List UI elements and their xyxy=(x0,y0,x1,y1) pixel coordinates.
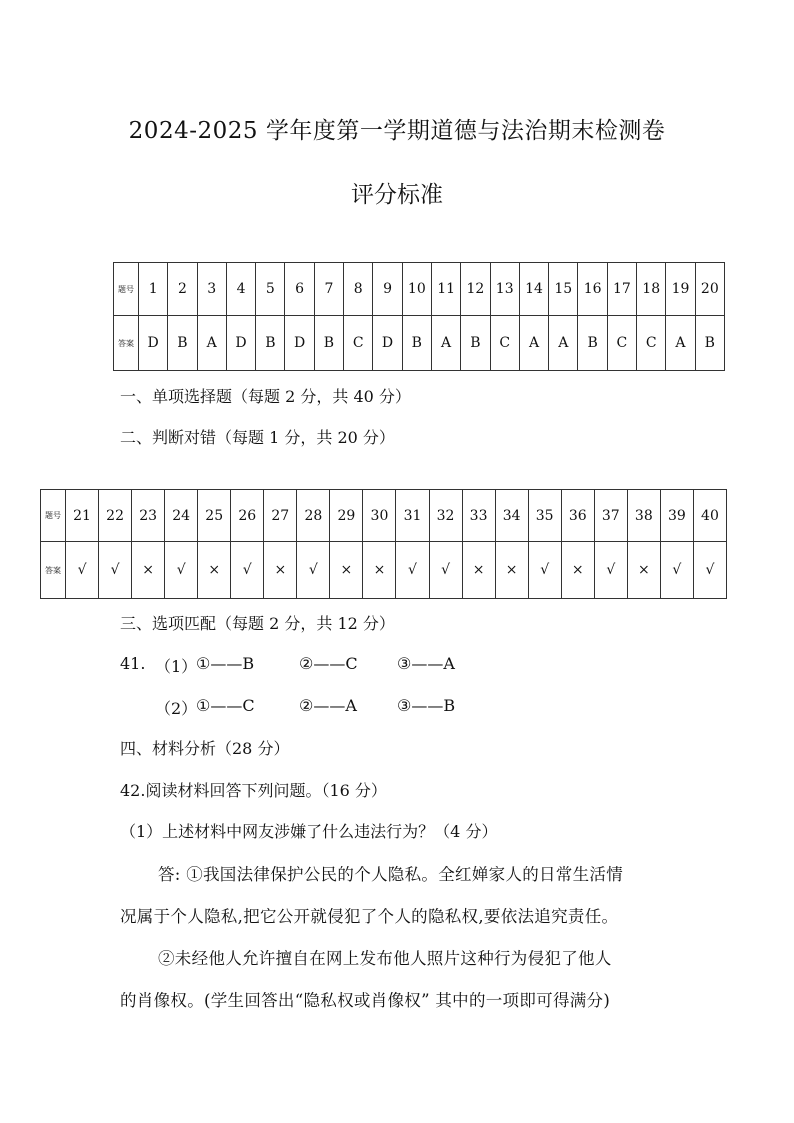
question-number-cell: 6 xyxy=(285,263,314,316)
question-number-cell: 21 xyxy=(66,490,99,542)
question-number-cell: 8 xyxy=(344,263,373,316)
question-number-cell: 38 xyxy=(627,490,660,542)
answer-cell: × xyxy=(330,542,363,599)
answer-cell: D xyxy=(139,316,168,371)
answer-cell: B xyxy=(168,316,197,371)
question-number-cell: 25 xyxy=(198,490,231,542)
answer-cell: √ xyxy=(231,542,264,599)
q41-row2-match-b: ②——A xyxy=(299,696,357,715)
label-text: 答案 xyxy=(45,565,61,575)
answer-cell: A xyxy=(197,316,226,371)
answer-cell: √ xyxy=(528,542,561,599)
q42-subquestion-1: （1）上述材料中网友涉嫌了什么违法行为？（4 分） xyxy=(120,822,498,841)
question-number-cell: 19 xyxy=(666,263,695,316)
question-number-cell: 15 xyxy=(549,263,578,316)
answer-cell: √ xyxy=(396,542,429,599)
answer-cell: B xyxy=(314,316,343,371)
answer-table-choice xyxy=(113,262,725,371)
question-number-cell: 33 xyxy=(462,490,495,542)
answer-cell: A xyxy=(519,316,548,371)
question-number-cell: 37 xyxy=(594,490,627,542)
question-number-cell: 9 xyxy=(373,263,402,316)
question-number-cell: 28 xyxy=(297,490,330,542)
question-number-cell: 39 xyxy=(660,490,693,542)
label-text: 题号 xyxy=(45,511,61,520)
answer-cell: C xyxy=(637,316,666,371)
table-row-answers xyxy=(114,316,725,371)
answer-cell: × xyxy=(132,542,165,599)
question-number-cell: 27 xyxy=(264,490,297,542)
label-answer xyxy=(114,316,139,371)
question-number-cell: 10 xyxy=(402,263,431,316)
section-heading-3: 三、选项匹配（每题 2 分，共 12 分） xyxy=(120,614,395,633)
q42-heading: 42.阅读材料回答下列问题。（16 分） xyxy=(120,781,387,800)
answer-cell: × xyxy=(264,542,297,599)
label-question-number xyxy=(41,490,66,542)
section-heading-4: 四、材料分析（28 分） xyxy=(120,739,290,758)
label-text: 题号 xyxy=(118,284,134,294)
label-answer xyxy=(41,542,66,599)
question-number-cell: 31 xyxy=(396,490,429,542)
answer-cell: B xyxy=(256,316,285,371)
q41-row1-match-b: ②——C xyxy=(299,654,358,673)
answer-cell: B xyxy=(461,316,490,371)
section-heading-1: 一、单项选择题（每题 2 分，共 40 分） xyxy=(120,387,411,406)
question-number-cell: 24 xyxy=(165,490,198,542)
question-number-cell: 40 xyxy=(693,490,726,542)
answer-cell: √ xyxy=(297,542,330,599)
question-number-cell: 2 xyxy=(168,263,197,316)
question-number-cell: 30 xyxy=(363,490,396,542)
answer-cell: × xyxy=(495,542,528,599)
q41-row2-label: （2） xyxy=(155,699,198,718)
q41-prefix: 41. xyxy=(120,654,146,673)
question-number-cell: 7 xyxy=(314,263,343,316)
table-row-numbers xyxy=(114,263,725,316)
q41-row1-label: （1） xyxy=(155,657,198,676)
answer-table-judgement xyxy=(40,489,727,599)
question-number-cell: 34 xyxy=(495,490,528,542)
answer-cell: D xyxy=(285,316,314,371)
answer-cell: × xyxy=(363,542,396,599)
answer-cell: √ xyxy=(693,542,726,599)
label-text: 答案 xyxy=(118,338,134,348)
question-number-cell: 1 xyxy=(139,263,168,316)
answer-cell: A xyxy=(431,316,460,371)
answer-cell: √ xyxy=(66,542,99,599)
answer-cell: A xyxy=(549,316,578,371)
answer-cell: √ xyxy=(165,542,198,599)
answer-cell: C xyxy=(607,316,636,371)
question-number-cell: 29 xyxy=(330,490,363,542)
table-row-answers xyxy=(41,542,727,599)
answer-cell: B xyxy=(578,316,607,371)
answer-paragraph-line-3: ②未经他人允许擅自在网上发布他人照片这种行为侵犯了他人 xyxy=(158,949,612,968)
question-number-cell: 4 xyxy=(226,263,255,316)
answer-paragraph-line-2: 况属于个人隐私,把它公开就侵犯了个人的隐私权,要依法追究责任。 xyxy=(120,907,619,926)
question-number-cell: 35 xyxy=(528,490,561,542)
q41-row1-match-a: ①——B xyxy=(196,654,255,673)
question-number-cell: 16 xyxy=(578,263,607,316)
question-number-cell: 36 xyxy=(561,490,594,542)
question-number-cell: 22 xyxy=(99,490,132,542)
question-number-cell: 26 xyxy=(231,490,264,542)
q41-row2-match-c: ③——B xyxy=(397,696,456,715)
question-number-cell: 18 xyxy=(637,263,666,316)
answer-cell: B xyxy=(695,316,724,371)
q41-row1-match-c: ③——A xyxy=(397,654,455,673)
page-title: 2024-2025 学年度第一学期道德与法治期末检测卷 xyxy=(128,118,666,144)
page-subtitle: 评分标准 xyxy=(351,182,443,208)
question-number-cell: 12 xyxy=(461,263,490,316)
answer-cell: √ xyxy=(594,542,627,599)
answer-cell: C xyxy=(490,316,519,371)
answer-paragraph-line-1: 答: ①我国法律保护公民的个人隐私。全红婵家人的日常生活情 xyxy=(158,865,624,884)
question-number-cell: 17 xyxy=(607,263,636,316)
answer-cell: A xyxy=(666,316,695,371)
answer-paragraph-line-4: 的肖像权。(学生回答出“隐私权或肖像权” 其中的一项即可得满分) xyxy=(120,991,611,1010)
section-heading-2: 二、判断对错（每题 1 分，共 20 分） xyxy=(120,428,395,447)
question-number-cell: 5 xyxy=(256,263,285,316)
q41-row2-match-a: ①——C xyxy=(196,696,255,715)
answer-cell: × xyxy=(462,542,495,599)
question-number-cell: 20 xyxy=(695,263,724,316)
question-number-cell: 11 xyxy=(431,263,460,316)
answer-cell: C xyxy=(344,316,373,371)
answer-cell: √ xyxy=(99,542,132,599)
question-number-cell: 3 xyxy=(197,263,226,316)
answer-cell: √ xyxy=(429,542,462,599)
question-number-cell: 13 xyxy=(490,263,519,316)
answer-cell: × xyxy=(627,542,660,599)
label-question-number xyxy=(114,263,139,316)
question-number-cell: 23 xyxy=(132,490,165,542)
question-number-cell: 14 xyxy=(519,263,548,316)
answer-cell: × xyxy=(561,542,594,599)
answer-cell: × xyxy=(198,542,231,599)
answer-cell: B xyxy=(402,316,431,371)
table-row-numbers xyxy=(41,490,727,542)
answer-cell: D xyxy=(226,316,255,371)
answer-cell: D xyxy=(373,316,402,371)
answer-cell: √ xyxy=(660,542,693,599)
question-number-cell: 32 xyxy=(429,490,462,542)
